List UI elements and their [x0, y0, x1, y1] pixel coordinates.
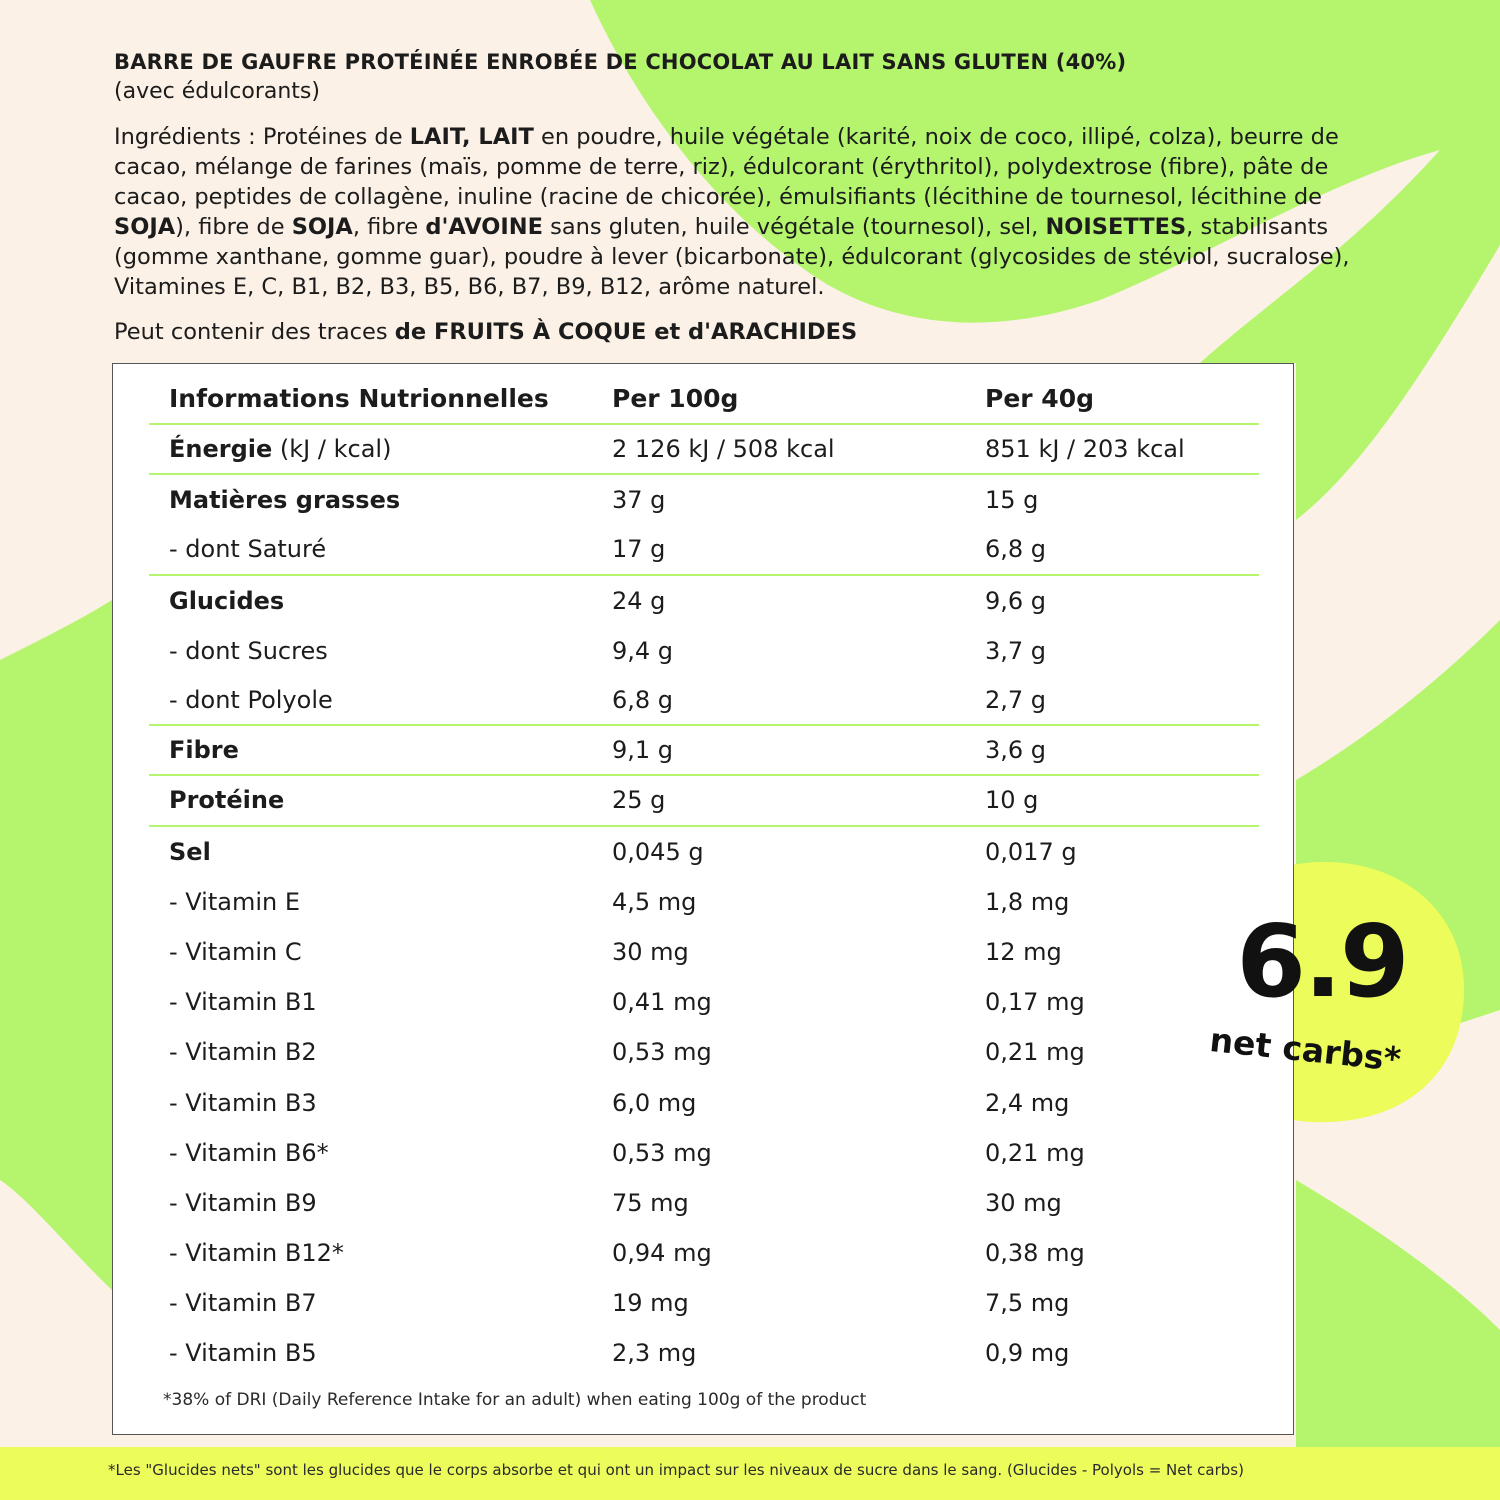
traces-allergens: de FRUITS À COQUE et d'ARACHIDES	[394, 319, 858, 345]
table-row	[149, 1027, 1259, 1077]
value-per40g: 10 g	[985, 786, 1039, 815]
nutrient-label	[169, 686, 333, 714]
value-per40g: 0,21 mg	[985, 1038, 1085, 1067]
table-row	[149, 776, 1259, 826]
value-per40g: 0,017 g	[985, 837, 1077, 866]
nutrient-label	[169, 888, 300, 916]
column-header-per40g: Per 40g	[985, 383, 1094, 413]
table-row	[149, 1278, 1259, 1328]
value-per40g: 3,6 g	[985, 736, 1047, 765]
allergen-milk: LAIT, LAIT	[409, 124, 534, 150]
value-per100g: 30 mg	[612, 937, 689, 966]
value-per40g: 2,4 mg	[985, 1088, 1070, 1117]
ingredients-text: ), fibre de	[175, 214, 292, 240]
nutrient-label	[169, 1339, 317, 1367]
value-per100g: 0,045 g	[612, 837, 704, 866]
nutrient-name: - Vitamin B7	[169, 1289, 317, 1318]
value-per100g: 19 mg	[612, 1289, 689, 1318]
nutrient-label	[169, 1139, 329, 1167]
table-row	[149, 626, 1259, 676]
value-per40g: 0,38 mg	[985, 1239, 1085, 1268]
nutrient-name: - Vitamin E	[169, 887, 301, 916]
table-row	[149, 927, 1259, 977]
nutrition-table-box	[112, 363, 1294, 1435]
allergen-hazelnut: NOISETTES	[1045, 214, 1187, 240]
nutrient-label	[169, 838, 211, 866]
net-carbs-value: 6.9	[1236, 903, 1408, 1020]
nutrient-name: Glucides	[169, 586, 285, 615]
column-header-nutrient: Informations Nutrionnelles	[169, 383, 549, 413]
ingredients-text: , stabilisants (gomme xanthane, gomme guar), poudre à lever (bicarbonate), édulcorant (glycosides de stéviol, sucralose), Vitamines E, C, B1, B2, B3, B5, B6, B7, B9, B12, arôme naturel.	[114, 214, 1350, 300]
value-per100g: 37 g	[612, 486, 666, 515]
value-per40g: 1,8 mg	[985, 887, 1070, 916]
nutrient-label	[169, 1289, 317, 1317]
allergen-soy: SOJA	[114, 214, 176, 240]
table-row	[149, 1178, 1259, 1228]
table-row	[149, 1077, 1259, 1127]
nutrient-name: - Vitamin B5	[169, 1339, 317, 1368]
nutrient-label	[169, 637, 328, 665]
net-carbs-badge	[1180, 860, 1464, 1124]
value-per40g: 0,17 mg	[985, 988, 1085, 1017]
nutrient-name: - dont Saturé	[169, 535, 327, 564]
product-title: BARRE DE GAUFRE PROTÉINÉE ENROBÉE DE CHOCOLAT AU LAIT SANS GLUTEN (40%)	[114, 50, 1127, 74]
nutrient-name: - dont Sucres	[169, 636, 328, 665]
allergen-soy: SOJA	[291, 214, 353, 240]
value-per100g: 17 g	[612, 535, 666, 564]
nutrient-unit: (kJ / kcal)	[272, 435, 392, 464]
allergen-oat: d'AVOINE	[425, 214, 543, 240]
table-footnote: *38% of DRI (Daily Reference Intake for an adult) when eating 100g of the product	[163, 1390, 867, 1410]
nutrient-name: Énergie	[169, 435, 273, 464]
value-per40g: 2,7 g	[985, 686, 1047, 715]
table-row	[149, 827, 1259, 877]
table-header-row	[149, 373, 1259, 425]
table-row	[149, 977, 1259, 1027]
value-per100g: 4,5 mg	[612, 887, 697, 916]
column-header-per100g: Per 100g	[612, 383, 739, 413]
nutrient-label	[169, 435, 391, 463]
value-per100g: 2,3 mg	[612, 1339, 697, 1368]
value-per100g: 0,41 mg	[612, 988, 712, 1017]
ingredients-text: sans gluten, huile végétale (tournesol), sel,	[542, 214, 1046, 240]
nutrient-name: - Vitamin B2	[169, 1038, 317, 1067]
nutrient-name: - Vitamin B9	[169, 1188, 317, 1217]
nutrient-label	[169, 1189, 317, 1217]
value-per40g: 3,7 g	[985, 636, 1047, 665]
nutrient-label	[169, 587, 284, 615]
value-per40g: 9,6 g	[985, 586, 1047, 615]
nutrient-label	[169, 1038, 317, 1066]
nutrient-label	[169, 988, 317, 1016]
nutrient-label	[169, 1239, 344, 1267]
table-row	[149, 676, 1259, 726]
value-per40g: 6,8 g	[985, 535, 1047, 564]
ingredients-text: en poudre, huile végétale (karité, noix de coco, illipé, colza), beurre de cacao, mélange de farines (maïs, pomme de terre, riz), édulcorant (érythritol), polydextrose (fibre), pâte de cacao, peptides de collagène, inuline (racine de chicorée), émulsifiants (lécithine de tournesol, lécithine de	[114, 124, 1339, 210]
ingredients-paragraph	[114, 122, 1359, 302]
value-per100g: 2 126 kJ / 508 kcal	[612, 435, 835, 464]
table-row	[149, 877, 1259, 927]
nutrition-table	[149, 373, 1259, 1379]
nutrient-name: - dont Polyole	[169, 686, 333, 715]
value-per40g: 851 kJ / 203 kcal	[985, 435, 1185, 464]
value-per100g: 0,94 mg	[612, 1239, 712, 1268]
bottom-note: *Les "Glucides nets" sont les glucides que le corps absorbe et qui ont un impact sur les niveaux de sucre dans le sang. (Glucides - Polyols = Net carbs)	[108, 1461, 1244, 1479]
value-per40g: 7,5 mg	[985, 1289, 1070, 1318]
table-row	[149, 1128, 1259, 1178]
traces-text: Peut contenir des traces	[114, 319, 395, 345]
net-carbs-label: net carbs*	[1207, 1020, 1403, 1079]
value-per100g: 9,4 g	[612, 636, 674, 665]
value-per40g: 15 g	[985, 486, 1039, 515]
nutrient-name: Protéine	[169, 786, 285, 815]
value-per100g: 24 g	[612, 586, 666, 615]
table-row	[149, 576, 1259, 626]
table-row	[149, 726, 1259, 776]
table-row	[149, 525, 1259, 575]
nutrient-name: Fibre	[169, 736, 239, 765]
nutrient-name: - Vitamin B3	[169, 1088, 317, 1117]
nutrient-label	[169, 535, 326, 563]
value-per100g: 75 mg	[612, 1188, 689, 1217]
traces-warning	[114, 317, 857, 347]
value-per100g: 6,0 mg	[612, 1088, 697, 1117]
table-row	[149, 1228, 1259, 1278]
nutrient-name: - Vitamin B6*	[169, 1138, 329, 1167]
value-per40g: 30 mg	[985, 1188, 1062, 1217]
nutrient-name: Matières grasses	[169, 486, 401, 515]
table-row	[149, 475, 1259, 525]
value-per100g: 25 g	[612, 786, 666, 815]
bottom-note-bar	[0, 1447, 1500, 1500]
table-body	[149, 425, 1259, 1379]
table-row	[149, 1328, 1259, 1378]
nutrient-label	[169, 938, 302, 966]
nutrient-label	[169, 736, 239, 764]
nutrient-label	[169, 786, 284, 814]
value-per40g: 12 mg	[985, 937, 1062, 966]
value-per40g: 0,21 mg	[985, 1138, 1085, 1167]
nutrient-name: - Vitamin B1	[169, 988, 317, 1017]
ingredients-text: Ingrédients : Protéines de	[114, 124, 410, 150]
value-per100g: 0,53 mg	[612, 1038, 712, 1067]
value-per100g: 9,1 g	[612, 736, 674, 765]
nutrient-label	[169, 1089, 317, 1117]
nutrient-name: - Vitamin C	[169, 937, 302, 966]
table-row	[149, 425, 1259, 475]
value-per100g: 0,53 mg	[612, 1138, 712, 1167]
product-subtitle: (avec édulcorants)	[114, 79, 320, 104]
ingredients-text: , fibre	[352, 214, 426, 240]
nutrient-name: Sel	[169, 837, 211, 866]
nutrient-name: - Vitamin B12*	[169, 1239, 344, 1268]
value-per40g: 0,9 mg	[985, 1339, 1070, 1368]
nutrient-label	[169, 486, 400, 514]
value-per100g: 6,8 g	[612, 686, 674, 715]
